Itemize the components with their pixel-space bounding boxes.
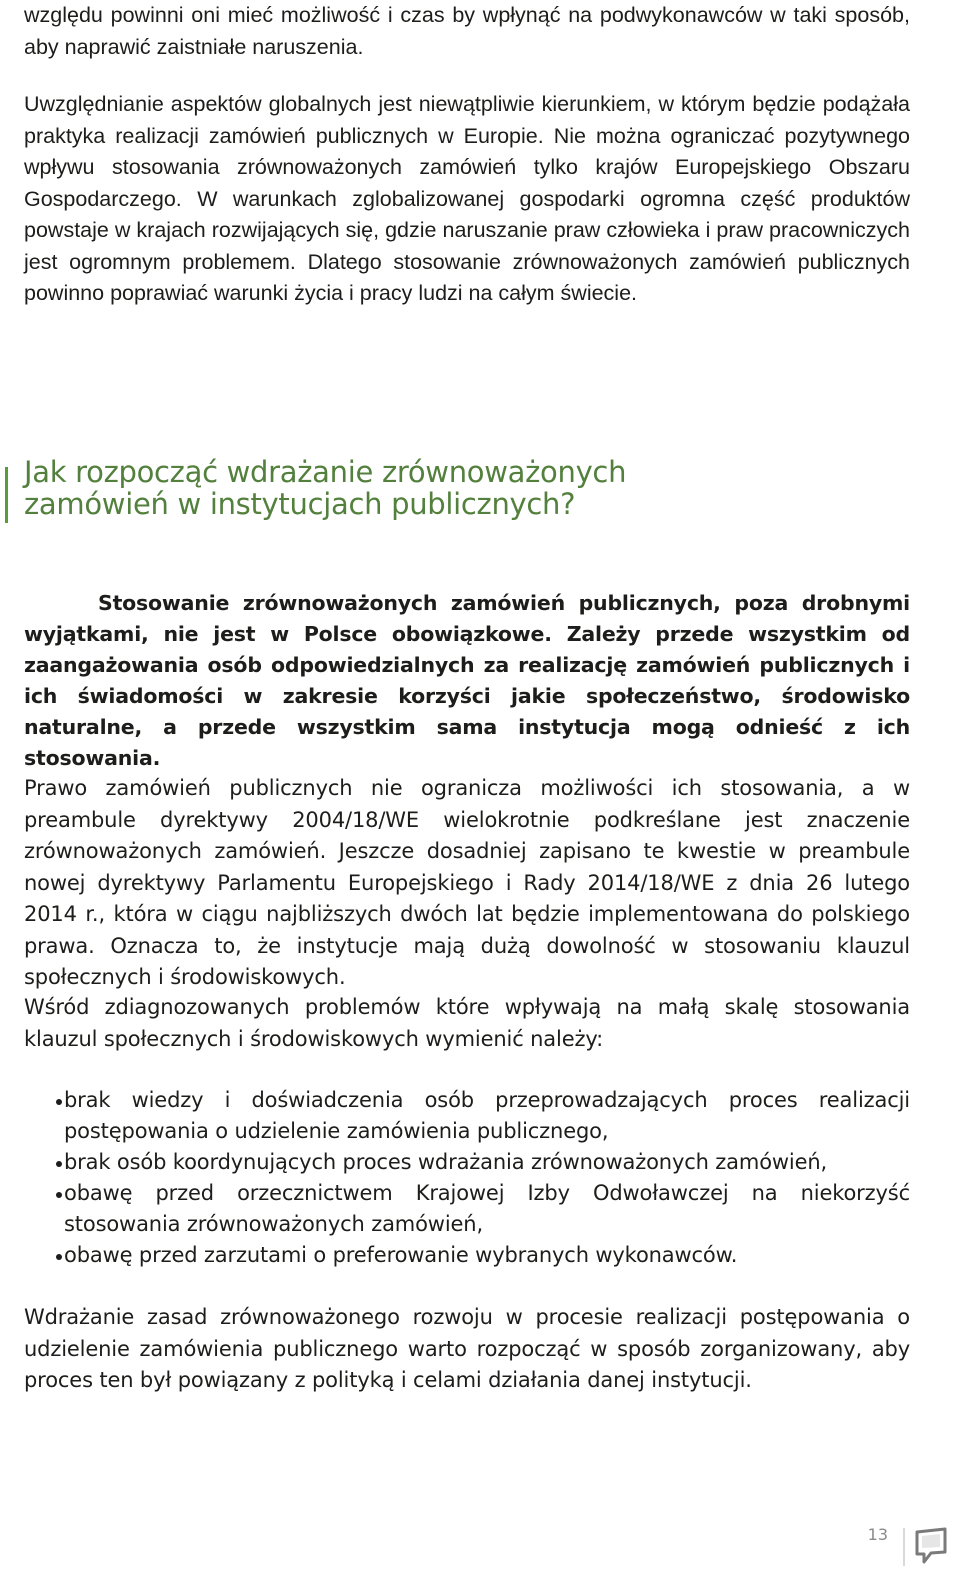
list-item — [24, 1085, 910, 1147]
list-item — [24, 1240, 910, 1271]
section-heading: Jak rozpocząć wdrażanie zrównoważonych zamówień w instytucjach publicznych? — [24, 455, 627, 521]
paragraph-closing: Wdrażanie zasad zrównoważonego rozwoju w procesie realizacji postępowania o udzielenie zamówienia publicznego warto rozpocząć w sposób zorganizowany, aby proces ten był powiązany z polityką i celami działania danej instytucji. — [24, 1305, 910, 1392]
heading-accent-bar — [5, 467, 8, 523]
list-item — [24, 1178, 910, 1240]
bullet-icon — [56, 1161, 62, 1167]
footer-divider — [903, 1528, 905, 1566]
paragraph-continuation: względu powinni oni mieć możliwość i czas by wpłynąć na podwykonawców w taki sposób, aby naprawić zaistniałe naruszenia. — [24, 3, 910, 59]
problems-list — [24, 1085, 910, 1271]
paragraph-problems-intro: Wśród zdiagnozowanych problemów które wpływają na małą skalę stosowania klauzul społecznych i środowiskowych wymienić należy: — [24, 995, 910, 1051]
bullet-icon — [56, 1254, 62, 1260]
page-number: 13 — [867, 1525, 888, 1544]
paragraph-procurement-law: Prawo zamówień publicznych nie ogranicza możliwości ich stosowania, a w preambule dyrektywy 2004/18/WE wielokrotnie podkreślane jest znaczenie zrównoważonych zamówień. Jeszcze dosadniej zapisano te kwestie w preambule nowej dyrektywy Parlamentu Europejskiego i Rady 2014/18/WE z dnia 26 lutego 2014 r., która w ciągu najbliższych dwóch lat będzie implementowana do polskiego prawa. Oznacza to, że instytucje mają dużą dowolność w stosowaniu klauzul społecznych i środowiskowych. — [24, 776, 910, 989]
bullet-icon — [56, 1099, 62, 1105]
list-item-text: obawę przed orzecznictwem Krajowej Izby Odwoławczej na niekorzyść stosowania zrównoważonych zamówień, — [64, 1181, 910, 1236]
list-item-text: brak osób koordynujących proces wdrażania zrównoważonych zamówień, — [64, 1150, 828, 1174]
list-item-text: obawę przed zarzutami o preferowanie wybranych wykonawców. — [64, 1243, 738, 1267]
list-item — [24, 1147, 910, 1178]
speech-bubble-logo-icon — [914, 1526, 948, 1566]
list-item-text: brak wiedzy i doświadczenia osób przeprowadzających proces realizacji postępowania o udzielenie zamówienia publicznego, — [64, 1088, 910, 1143]
paragraph-global-aspects: Uwzględnianie aspektów globalnych jest niewątpliwie kierunkiem, w którym będzie podążała praktyka realizacji zamówień publicznych w Europie. Nie można ograniczać pozytywnego wpływu stosowania zrównoważonych zamówień tylko krajów Europejskiego Obszaru Gospodarczego. W warunkach zglobalizowanej gospodarki ogromna część produktów powstaje w krajach rozwijających się, gdzie naruszanie praw człowieka i praw pracowniczych jest ogromnym problemem. Dlatego stosowanie zrównoważonych zamówień publicznych powinno poprawiać warunki życia i pracy ludzi na całym świecie. — [24, 92, 910, 305]
bullet-icon — [56, 1192, 62, 1198]
lead-paragraph: Stosowanie zrównoważonych zamówień publicznych, poza drobnymi wyjątkami, nie jest w Polsce obowiązkowe. Zależy przede wszystkim od zaangażowania osób odpowiedzialnych za realizację zamówień publicznych i ich świadomości w zakresie korzyści jakie społeczeństwo, środowisko naturalne, a przede wszystkim sama instytucja mogą odnieść z ich stosowania. — [24, 591, 910, 770]
